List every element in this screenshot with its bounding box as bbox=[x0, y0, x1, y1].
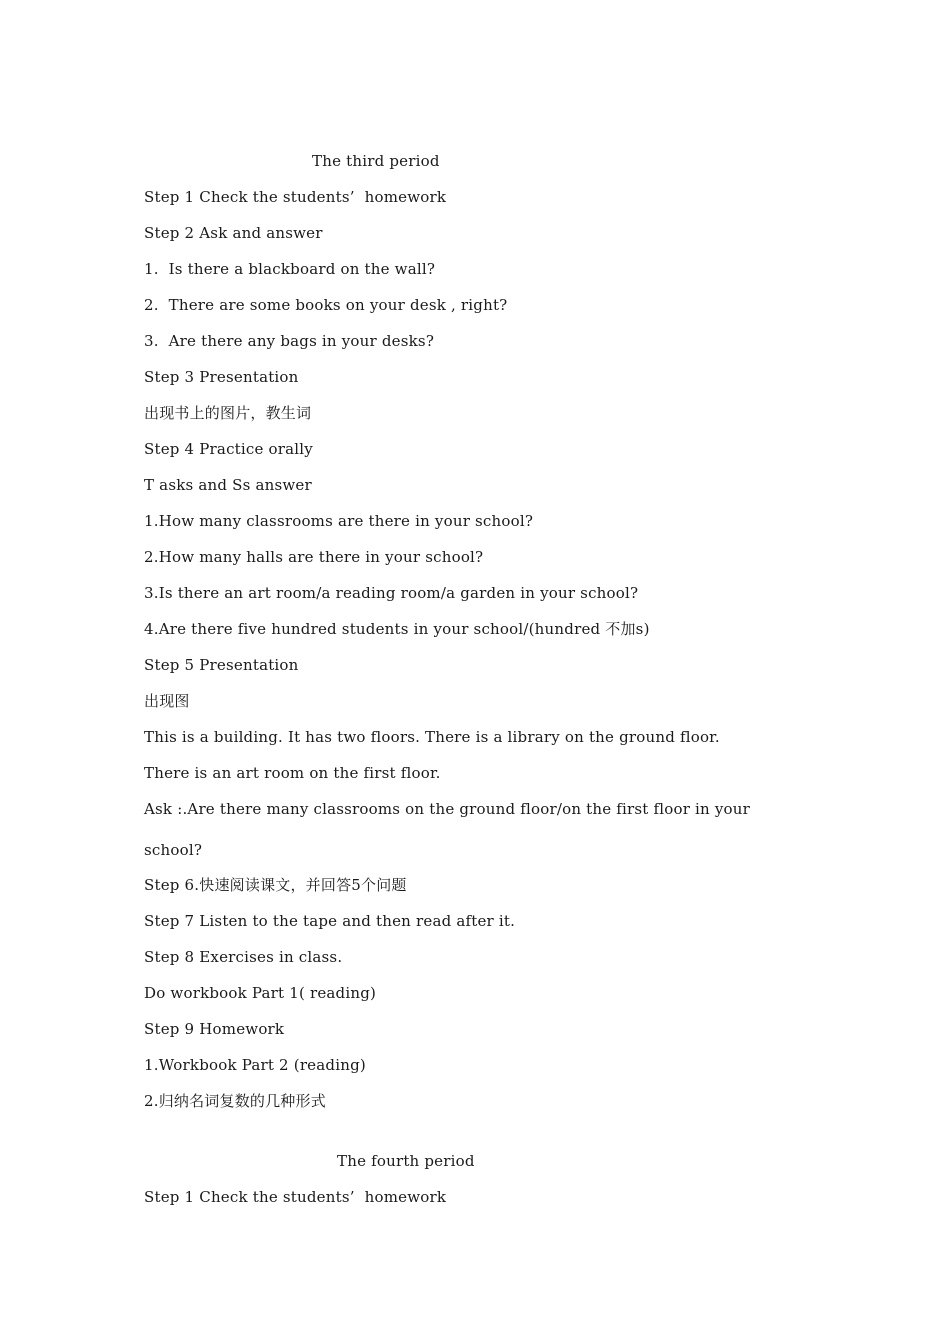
section-title-third-period: The third period bbox=[312, 152, 440, 170]
text-line: 2.How many halls are there in your school? bbox=[144, 548, 484, 566]
text-line: Do workbook Part 1( reading) bbox=[144, 984, 377, 1002]
text-line: 1.Workbook Part 2 (reading) bbox=[144, 1056, 366, 1074]
text-line: 出现图 bbox=[144, 692, 190, 710]
text-line: 2.归纳名词复数的几种形式 bbox=[144, 1092, 326, 1110]
text-line: Step 7 Listen to the tape and then read after it. bbox=[144, 912, 516, 930]
text-line: 4.Are there five hundred students in your school/(hundred 不加s) bbox=[144, 620, 650, 638]
text-line: 2. There are some books on your desk , right? bbox=[144, 296, 508, 314]
text-line: There is an art room on the first floor. bbox=[144, 764, 441, 782]
text-line: 出现书上的图片，教生词 bbox=[144, 404, 312, 422]
text-line: T asks and Ss answer bbox=[144, 476, 312, 494]
text-line: school? bbox=[144, 841, 203, 859]
text-line: This is a building. It has two floors. There is a library on the ground floor. bbox=[144, 728, 720, 746]
text-line: Step 6.快速阅读课文，并回答5个问题 bbox=[144, 876, 407, 894]
text-line: Step 4 Practice orally bbox=[144, 440, 313, 458]
section-title-fourth-period: The fourth period bbox=[337, 1152, 475, 1170]
text-line: 3. Are there any bags in your desks? bbox=[144, 332, 435, 350]
text-line: Step 8 Exercises in class. bbox=[144, 948, 343, 966]
text-line: Step 1 Check the students’ homework bbox=[144, 188, 447, 206]
text-line: Step 3 Presentation bbox=[144, 368, 299, 386]
text-line: 3.Is there an art room/a reading room/a garden in your school? bbox=[144, 584, 639, 602]
text-line: Step 1 Check the students’ homework bbox=[144, 1188, 447, 1206]
text-line: Step 2 Ask and answer bbox=[144, 224, 323, 242]
text-line: 1.How many classrooms are there in your school? bbox=[144, 512, 534, 530]
text-line: Ask :.Are there many classrooms on the ground floor/on the first floor in your bbox=[144, 800, 751, 818]
text-line: Step 9 Homework bbox=[144, 1020, 285, 1038]
text-line: Step 5 Presentation bbox=[144, 656, 299, 674]
text-line: 1. Is there a blackboard on the wall? bbox=[144, 260, 436, 278]
